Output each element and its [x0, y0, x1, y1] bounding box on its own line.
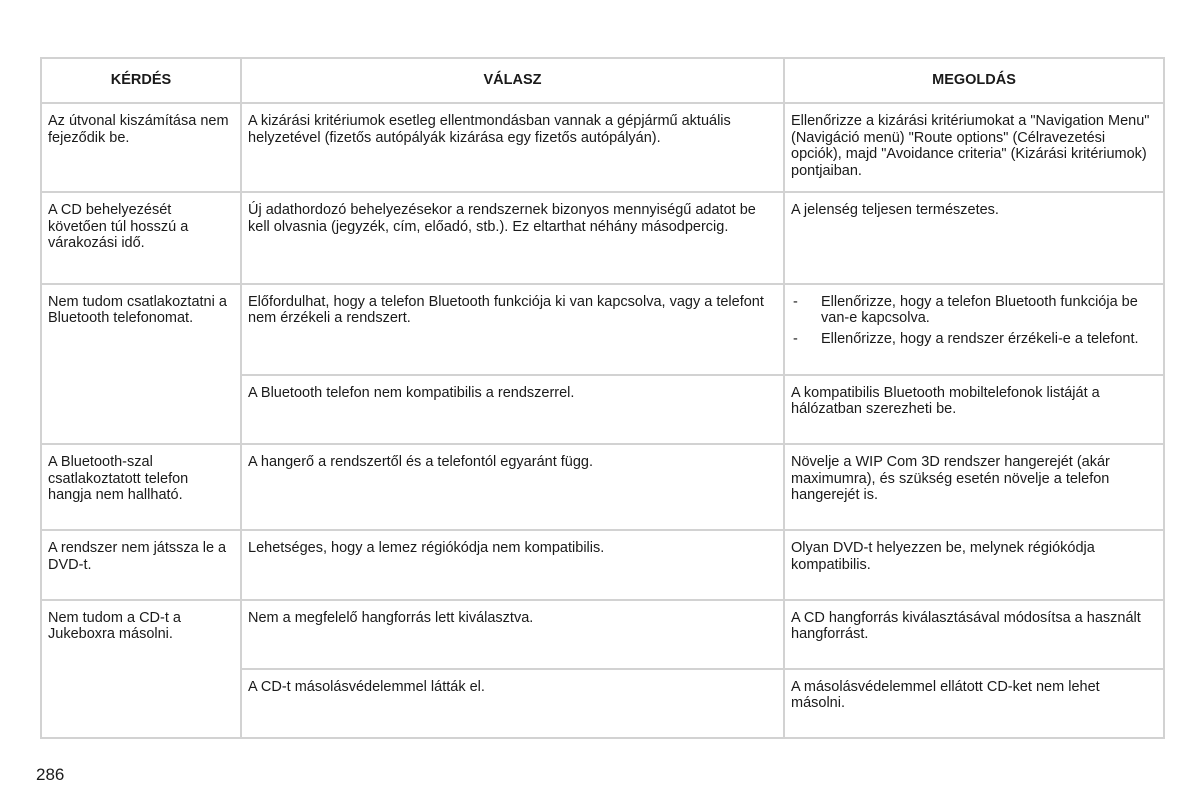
question-cell: Nem tudom a CD-t a Jukeboxra másolni.: [41, 600, 241, 739]
solution-cell: A másolásvédelemmel ellátott CD-ket nem lehet másolni.: [784, 669, 1164, 738]
question-cell: A CD behelyezését követően túl hosszú a várakozási idő.: [41, 192, 241, 283]
answer-cell: Új adathordozó behelyezésekor a rendszernek bizonyos mennyiségű adatot be kell olvasnia (jegyzék, cím, előadó, stb.). Ez eltarthat néhány másodpercig.: [241, 192, 784, 283]
solution-cell: A kompatibilis Bluetooth mobiltelefonok listáját a hálózatban szerezheti be.: [784, 375, 1164, 444]
table-row: [41, 192, 1164, 283]
answer-cell: Lehetséges, hogy a lemez régiókódja nem kompatibilis.: [241, 530, 784, 599]
table-row: [41, 444, 1164, 530]
answer-cell: Előfordulhat, hogy a telefon Bluetooth funkciója ki van kapcsolva, vagy a telefont nem érzékeli a rendszert.: [241, 284, 784, 375]
dash-bullet: -: [793, 293, 798, 310]
solution-cell: Olyan DVD-t helyezzen be, melynek régiókódja kompatibilis.: [784, 530, 1164, 599]
solution-cell: Ellenőrizze a kizárási kritériumokat a "Navigation Menu" (Navigáció menü) "Route options" (Célravezetési opciók), majd "Avoidance criteria" (Kizárási kritériumok) pontjaiban.: [784, 103, 1164, 192]
solution-cell: Növelje a WIP Com 3D rendszer hangerejét (akár maximumra), és szükség esetén növelje a telefon hangerejét is.: [784, 444, 1164, 530]
solution-cell: A jelenség teljesen természetes.: [784, 192, 1164, 283]
solution-list: [791, 294, 1157, 348]
list-item: [791, 294, 1157, 327]
solution-cell: [784, 284, 1164, 375]
table-row: [41, 284, 1164, 375]
dash-bullet: -: [793, 330, 798, 347]
answer-cell: A kizárási kritériumok esetleg ellentmondásban vannak a gépjármű aktuális helyzetével (fizetős autópályák kizárása egy fizetős autópályán).: [241, 103, 784, 192]
question-cell: Nem tudom csatlakoztatni a Bluetooth telefonomat.: [41, 284, 241, 444]
table-header-row: [41, 58, 1164, 103]
question-cell: A rendszer nem játssza le a DVD-t.: [41, 530, 241, 599]
column-header-question: KÉRDÉS: [41, 58, 241, 103]
list-item-text: Ellenőrizze, hogy a telefon Bluetooth funkciója be van-e kapcsolva.: [821, 293, 1138, 327]
question-cell: A Bluetooth-szal csatlakoztatott telefon hangja nem hallható.: [41, 444, 241, 530]
faq-table: [40, 57, 1165, 739]
list-item-text: Ellenőrizze, hogy a rendszer érzékeli-e a telefont.: [821, 330, 1139, 347]
answer-cell: A hangerő a rendszertől és a telefontól egyaránt függ.: [241, 444, 784, 530]
table-row: [41, 103, 1164, 192]
column-header-answer: VÁLASZ: [241, 58, 784, 103]
answer-cell: Nem a megfelelő hangforrás lett kiválasztva.: [241, 600, 784, 669]
table-row: [41, 600, 1164, 669]
column-header-solution: MEGOLDÁS: [784, 58, 1164, 103]
page-number: 286: [36, 765, 65, 784]
list-item: [791, 331, 1157, 348]
answer-cell: A Bluetooth telefon nem kompatibilis a rendszerrel.: [241, 375, 784, 444]
table-row: [41, 530, 1164, 599]
answer-cell: A CD-t másolásvédelemmel látták el.: [241, 669, 784, 738]
question-cell: Az útvonal kiszámítása nem fejeződik be.: [41, 103, 241, 192]
solution-cell: A CD hangforrás kiválasztásával módosítsa a használt hangforrást.: [784, 600, 1164, 669]
